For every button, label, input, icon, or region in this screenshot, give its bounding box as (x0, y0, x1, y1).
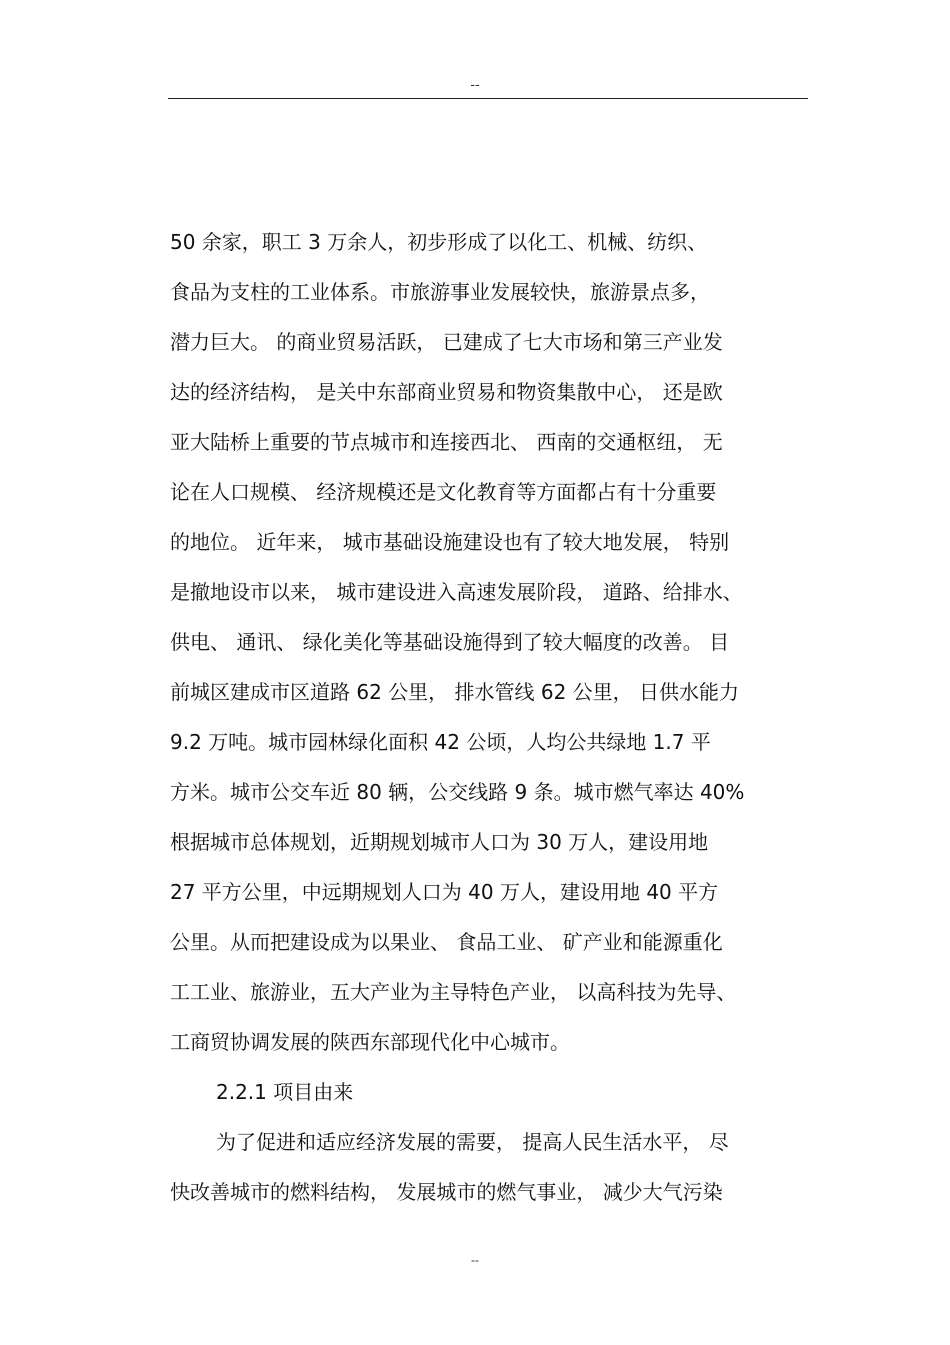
text-line: 快改善城市的燃料结构， 发展城市的燃气事业， 减少大气污染 (170, 1180, 723, 1204)
page-footer-mark: -- (471, 1253, 479, 1267)
text-line: 论在人口规模、 经济规模还是文化教育等方面都占有十分重要 (170, 480, 717, 504)
text-line: 的地位。 近年来， 城市基础设施建设也有了较大地发展， 特别 (170, 530, 730, 554)
section-heading: 2.2.1 项目由来 (216, 1080, 354, 1104)
text-line: 工商贸协调发展的陕西东部现代化中心城市。 (170, 1030, 570, 1054)
text-line: 前城区建成市区道路 62 公里， 排水管线 62 公里， 日供水能力 (170, 680, 740, 704)
text-line: 供电、 通讯、 绿化美化等基础设施得到了较大幅度的改善。 目 (170, 630, 730, 654)
text-line: 9.2 万吨。城市园林绿化面积 42 公顷，人均公共绿地 1.7 平 (170, 730, 711, 754)
text-line: 是撤地设市以来， 城市建设进入高速发展阶段， 道路、给排水、 (170, 580, 743, 604)
text-line: 根据城市总体规划，近期规划城市人口为 30 万人，建设用地 (170, 830, 709, 854)
text-line: 方米。城市公交车近 80 辆，公交线路 9 条。城市燃气率达 40% (170, 780, 745, 804)
text-line: 达的经济结构， 是关中东部商业贸易和物资集散中心， 还是欧 (170, 380, 723, 404)
header-rule (168, 98, 808, 99)
text-line: 公里。从而把建设成为以果业、 食品工业、 矿产业和能源重化 (170, 930, 723, 954)
text-line: 食品为支柱的工业体系。市旅游事业发展较快，旅游景点多， (170, 280, 710, 304)
page-header-mark: -- (470, 76, 480, 92)
document-body (170, 222, 810, 1222)
text-line: 50 余家，职工 3 万余人，初步形成了以化工、机械、纺织、 (170, 230, 708, 254)
text-line: 工工业、旅游业，五大产业为主导特色产业， 以高科技为先导、 (170, 980, 737, 1004)
text-line: 为了促进和适应经济发展的需要， 提高人民生活水平， 尽 (216, 1130, 729, 1154)
text-line: 亚大陆桥上重要的节点城市和连接西北、 西南的交通枢纽， 无 (170, 430, 723, 454)
text-line: 27 平方公里，中远期规划人口为 40 万人，建设用地 40 平方 (170, 880, 719, 904)
text-line: 潜力巨大。 的商业贸易活跃， 已建成了七大市场和第三产业发 (170, 330, 723, 354)
